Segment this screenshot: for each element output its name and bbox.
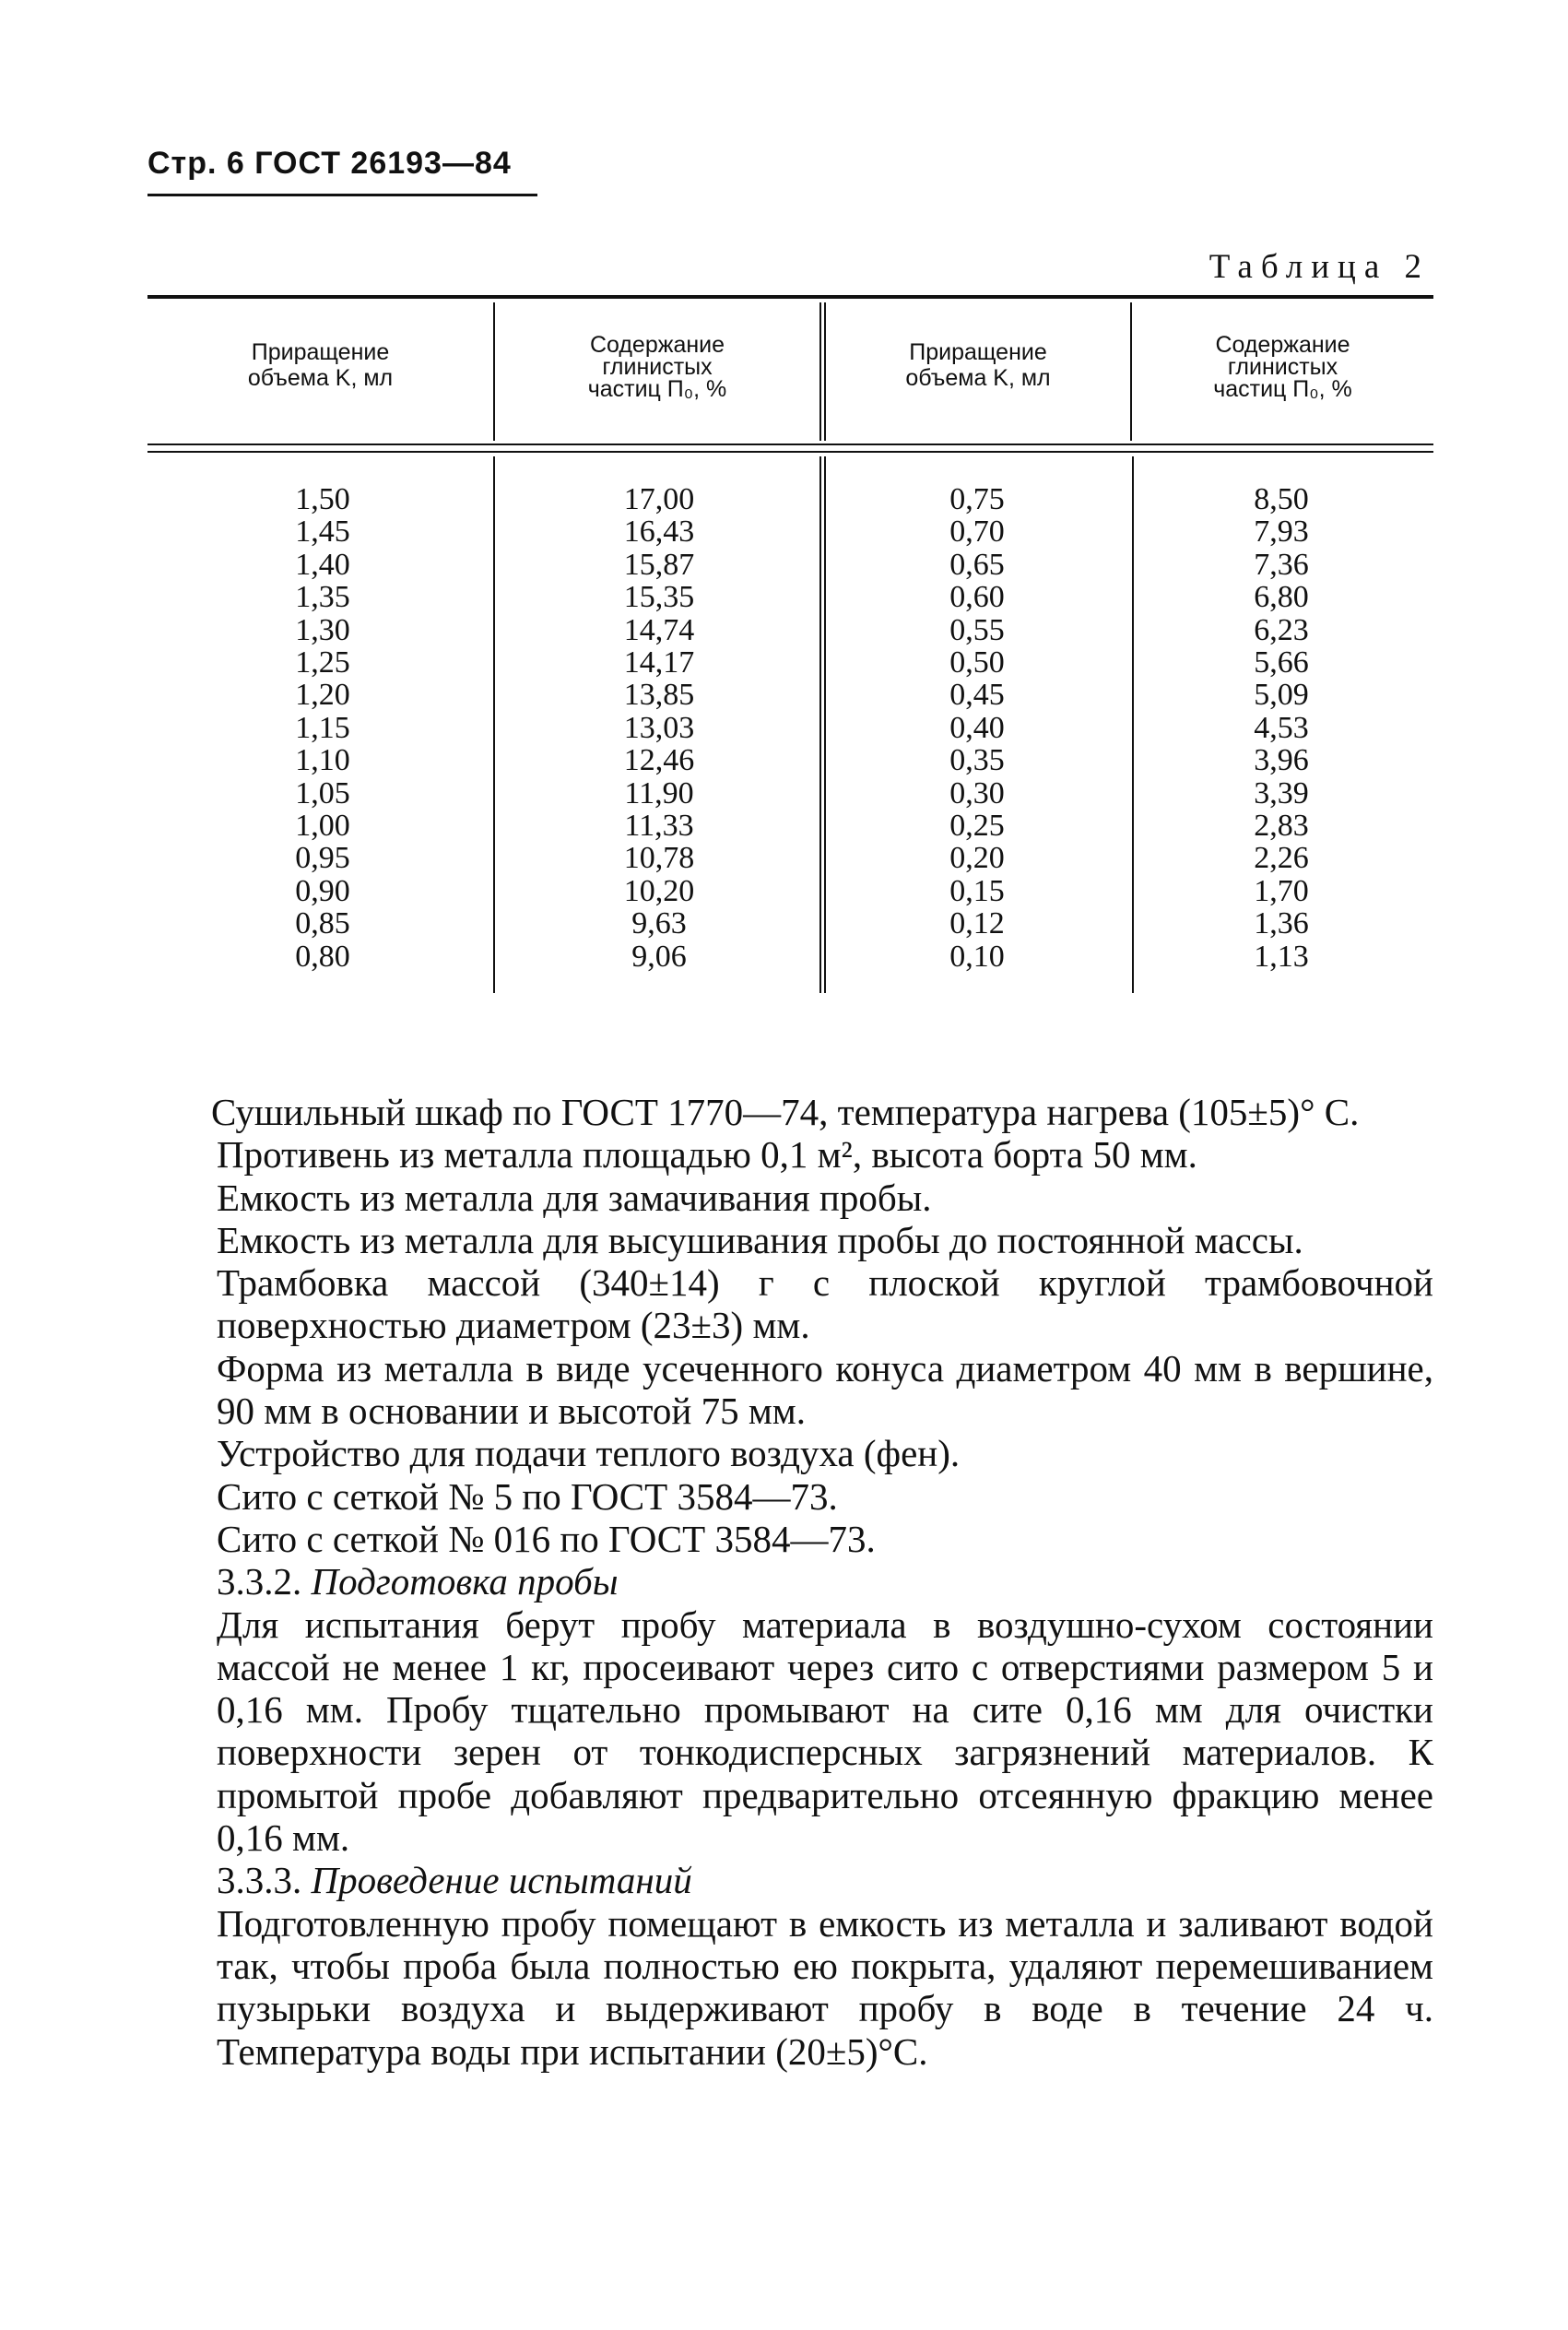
para-cone-form: Форма из металла в виде усеченного конуса диаметром 40 мм в вершине, 90 мм в основании и высотой 75 мм.: [217, 1346, 1433, 1433]
table-cell: 16,43: [623, 514, 695, 550]
para-sample-preparation: Для испытания берут пробу материала в воздушно-сухом состоянии массой не менее 1 кг, просеивают через сито с отверстиями размером 5 и 0,16 мм. Пробу тщательно промывают на сите 0,16 мм для очистки поверхности зерен от тонкодисперсных загрязнений материалов. К промытой пробе добавляют предварительно отсеянную фракцию менее 0,16 мм.: [217, 1603, 1433, 1860]
table-cell: 1,36: [1254, 906, 1309, 941]
para-drying-cabinet: Сушильный шкаф по ГОСТ 1770—74, температура нагрева (105±5)° С.: [211, 1091, 1360, 1133]
table-cell: 11,90: [624, 775, 694, 810]
table-cell: 0,25: [949, 809, 1005, 844]
para-hair-dryer: Устройство для подачи теплого воздуха (фен).: [217, 1432, 961, 1475]
table-cell: 8,50: [1254, 482, 1309, 516]
table-cell: 7,93: [1254, 514, 1309, 550]
table-cell: 3,39: [1254, 775, 1309, 810]
table-cell: 2,83: [1254, 809, 1309, 844]
table-cell: 4,53: [1254, 710, 1309, 745]
header-cell-content-1: Содержание глинистых частиц П₀, %: [587, 332, 727, 402]
column-divider-1-body: [493, 456, 495, 993]
para-rammer: Трамбовка массой (340±14) г с плоской круглой трамбовочной поверхностью диаметром (23±3) мм.: [217, 1261, 1433, 1347]
body-text: [211, 1091, 1433, 2073]
table-cell: 0,80: [295, 939, 350, 974]
column-divider-3-body: [1132, 456, 1134, 993]
table-cell: 1,70: [1254, 873, 1309, 908]
table-cell: 0,30: [949, 775, 1005, 810]
table-cell: 0,15: [949, 873, 1005, 908]
section-heading-3-3-2: 3.3.2. Подготовка пробы: [217, 1560, 619, 1603]
table-cell: 0,95: [295, 841, 350, 876]
table-cell: 5,09: [1254, 678, 1309, 713]
table-cell: 10,78: [623, 841, 695, 876]
table-cell: 14,74: [623, 612, 695, 647]
table-cell: 0,65: [949, 547, 1005, 582]
para-test-procedure: Подготовленную пробу помещают в емкость из металла и заливают водой так, чтобы проба была полностью ею покрыта, удаляют перемешиванием пузырьки воздуха и выдерживают пробу в воде в течение 24 ч. Температура воды при испытании (20±5)°С.: [217, 1901, 1433, 2073]
para-soak-vessel: Емкость из металла для замачивания пробы.: [217, 1176, 932, 1219]
table-cell: 3,96: [1254, 743, 1309, 778]
table-cell: 6,80: [1254, 580, 1309, 615]
table-cell: 0,70: [949, 514, 1005, 550]
table-cell: 1,50: [295, 482, 350, 516]
table-cell: 13,03: [623, 710, 695, 745]
table-cell: 1,40: [295, 547, 350, 582]
table-cell: 1,10: [295, 743, 350, 778]
column-divider-2b-body: [824, 456, 826, 993]
table-cell: 1,45: [295, 514, 350, 550]
table-header-rule-2: [147, 451, 1433, 453]
table-cell: 0,40: [949, 710, 1005, 745]
page-header: Стр. 6 ГОСТ 26193—84: [147, 146, 512, 181]
table-cell: 0,35: [949, 743, 1005, 778]
header-rule: [147, 194, 537, 196]
column-increment-1: [267, 483, 378, 973]
table-cell: 0,45: [949, 678, 1005, 713]
table-cell: 14,17: [623, 645, 695, 680]
table-cell: 5,66: [1254, 645, 1309, 680]
table-cell: 13,85: [623, 678, 695, 713]
para-sieve-5: Сито с сеткой № 5 по ГОСТ 3584—73.: [217, 1474, 838, 1518]
column-content-2: [1226, 483, 1337, 973]
table-top-rule: [147, 295, 1433, 299]
column-content-1: [590, 483, 728, 973]
table-cell: 12,46: [623, 743, 695, 778]
column-divider-2a-body: [819, 456, 821, 993]
table-caption: Таблица 2: [1208, 248, 1430, 286]
table-cell: 0,50: [949, 645, 1005, 680]
table-cell: 0,75: [949, 482, 1005, 516]
table-cell: 1,13: [1254, 939, 1309, 974]
table-cell: 0,90: [295, 873, 350, 908]
table-cell: 0,20: [949, 841, 1005, 876]
table-cell: 1,35: [295, 580, 350, 615]
table-cell: 1,05: [295, 775, 350, 810]
table-cell: 1,25: [295, 645, 350, 680]
para-dry-vessel: Емкость из металла для высушивания пробы до постоянной массы.: [217, 1218, 1303, 1261]
para-sieve-016: Сито с сеткой № 016 по ГОСТ 3584—73.: [217, 1517, 876, 1560]
section-heading-3-3-3: 3.3.3. Проведение испытаний: [217, 1859, 692, 1902]
column-divider-2a: [819, 302, 821, 441]
header-cell-increment-1: Приращение объема K, мл: [247, 339, 394, 391]
table-cell: 2,26: [1254, 841, 1309, 876]
table-cell: 1,20: [295, 678, 350, 713]
table-cell: 0,85: [295, 906, 350, 941]
table-cell: 7,36: [1254, 547, 1309, 582]
table-cell: 1,00: [295, 809, 350, 844]
table-cell: 0,10: [949, 939, 1005, 974]
table-cell: 1,15: [295, 710, 350, 745]
table-cell: 10,20: [623, 873, 695, 908]
table-cell: 9,63: [631, 906, 687, 941]
header-cell-increment-2: Приращение объема K, мл: [905, 339, 1051, 391]
header-cell-content-2: Содержание глинистых частиц П₀, %: [1213, 332, 1352, 402]
table-cell: 15,87: [623, 547, 695, 582]
table-cell: 9,06: [631, 939, 687, 974]
table-cell: 0,12: [949, 906, 1005, 941]
para-tray: Противень из металла площадью 0,1 м², высота борта 50 мм.: [217, 1133, 1197, 1177]
table-cell: 0,60: [949, 580, 1005, 615]
table-header-rule: [147, 444, 1433, 445]
table-cell: 6,23: [1254, 612, 1309, 647]
table-cell: 1,30: [295, 612, 350, 647]
table-cell: 15,35: [623, 580, 695, 615]
table-cell: 17,00: [623, 482, 695, 516]
table-cell: 11,33: [624, 809, 694, 844]
column-increment-2: [922, 483, 1032, 973]
table-cell: 0,55: [949, 612, 1005, 647]
